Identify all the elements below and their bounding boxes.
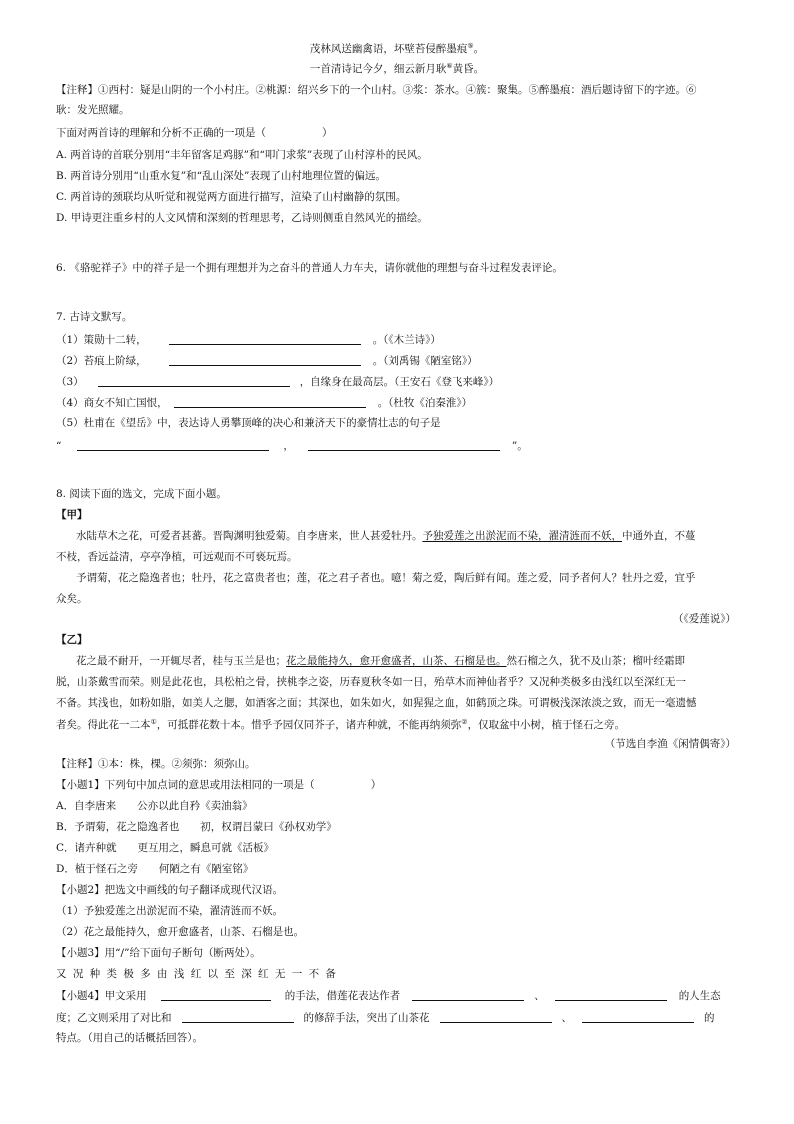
passage-text: ，仅取盆中小树，植于怪石之旁。 [467,719,626,731]
poem-text: 黄昏。 [452,63,485,75]
notes-line: 【注释】①本：株，棵。②须弥：须弥山。 [56,758,256,770]
stem-text: 的 [704,1012,715,1024]
subquestion-3: 【小题3】用“/”给下面句子断句（断两处）。 [56,947,261,959]
option-d: D．植于怪石之旁 何陋之有《陋室铭》 [56,863,254,875]
item-text: （4）商女不知亡国恨， [56,397,168,409]
fill-blank[interactable] [182,1011,294,1023]
poem-text: 茂林风送幽禽语，坏壁苔侵醉墨痕 [309,43,468,55]
subquestion-1 [56,779,381,792]
stem-text: 、 [561,1012,572,1024]
item-text: ，自缘身在最高层。（王安石《登飞来峰》） [299,376,500,388]
subquestion-4-line-3: 特点。（用自己的话概括回答）。 [56,1032,203,1044]
option-d: D. 甲诗更注重乡村的人文风情和深刻的哲理思考，乙诗则侧重自然风光的描绘。 [56,212,428,224]
passage-text: 然石榴之久，犹不及山茶；榴叶经霜即 [506,655,685,667]
dictation-item-2 [56,354,478,368]
poem-line-1 [0,42,794,56]
fill-blank[interactable] [555,989,667,1001]
subquestion-2-item-1: （1）予独爱莲之出淤泥而不染，濯清涟而不妖。 [56,905,284,917]
fill-blank[interactable] [161,989,271,1001]
fill-blank[interactable] [169,333,361,345]
subquestion-2-item-2: （2）花之最能持久，愈开愈盛者，山茶、石榴是也。 [56,926,305,938]
option-c: C. 两首诗的颈联均从听觉和视觉两方面进行描写，渲染了山村幽静的氛围。 [56,191,407,203]
fill-blank[interactable] [582,1011,694,1023]
notes-line: 【注释】①西村：疑是山阴的一个小村庄。②桃源：绍兴乡下的一个山村。③浆：茶水。④簇：聚集。⑤醉墨痕：酒后题诗留下的字迹。⑥ [56,84,697,96]
item-text: 。（杜牧《泊秦淮》） [377,397,473,409]
section-yi: 【乙】 [56,634,88,646]
poem-text: 。 [473,43,485,55]
passage-line: 予谓菊，花之隐逸者也；牡丹，花之富贵者也；莲，花之君子者也。噫！菊之爱，陶后鲜有闻。莲之爱，同予者何人？牡丹之爱，宜乎 [76,572,696,584]
dictation-item-5-blanks [56,439,528,453]
fill-blank[interactable] [308,439,500,451]
quote-mark: ”。 [511,440,528,452]
fill-blank[interactable] [77,439,269,451]
stem-text: ） [322,127,333,139]
question-6: 6. 《骆驼祥子》中的祥子是一个拥有理想并为之奋斗的普通人力车夫，请你就他的理想与奋斗过程发表评论。 [56,262,563,274]
stem-text: 的手法，借莲花表达作者 [284,990,401,1002]
passage-line [76,530,696,543]
item-text: 。（刘禹锡《陋室铭》） [372,355,478,367]
dictation-item-4 [56,396,472,410]
passage-text: ，可抵群花数十本。惜乎予园仅同芥子，诸卉种就，不能再纳须弥 [156,719,462,731]
question-7-title: 7. 古诗文默写。 [56,311,133,323]
passage-text: 中通外直，不蔓 [622,530,696,542]
note-marker: ⑤ [467,42,474,50]
stem-text: 、 [534,990,545,1002]
note-marker: ② [461,718,468,726]
option-a: A．自李唐来 公亦以此自矜《卖油翁》 [56,800,253,812]
passage-text: 水陆草木之花，可爱者甚蕃。晋陶渊明独爱菊。自李唐来，世人甚爱牡丹。 [76,530,423,542]
fill-blank[interactable] [169,354,361,366]
item-text: 。（《木兰诗》） [372,334,441,346]
subquestion-4-line-2 [56,1011,715,1025]
stem-text: 度；乙文则采用了对比和 [56,1012,172,1024]
item-text: ， [283,440,294,452]
notes-line: 耿：发光照耀。 [56,104,130,116]
punctuation-sentence: 又 况 种 类 极 多 由 浅 红 以 至 深 红 无 一 不 备 [56,968,338,980]
poem-line-2 [0,62,794,76]
subquestion-4-line-1 [56,989,721,1003]
question-8-title: 8. 阅读下面的选文，完成下面小题。 [56,488,227,500]
note-marker: ① [150,718,157,726]
source-citation: （节选自李渔《闲情偶寄》） [604,738,736,750]
poem-text: 一首清诗记今夕，细云新月耿 [309,63,447,75]
option-a: A. 两首诗的首联分别用“丰年留客足鸡豚”和“叩门求浆”表现了山村淳朴的民风。 [56,149,428,161]
stem-text: 的修辞手法，突出了山茶花 [303,1012,430,1024]
passage-line: 不枝，香远益清，亭亭净植，可远观而不可亵玩焉。 [56,551,298,563]
dictation-item-3 [56,375,499,389]
note-marker: ⑥ [446,62,453,70]
fill-blank[interactable] [174,396,366,408]
stem-text: 【小题1】下列句中加点词的意思或用法相同的一项是（ [56,779,315,791]
option-b: B. 两首诗分别用“山重水复”和“乱山深处”表现了山村地理位置的偏远。 [56,170,386,182]
stem-text: ） [370,779,382,791]
passage-line [56,718,625,732]
fill-blank[interactable] [412,989,524,1001]
source-citation: （《爱莲说》） [673,613,736,625]
item-text: （1）策勋十二转， [56,334,147,346]
passage-line: 众矣。 [56,593,88,605]
quote-mark: “ [56,440,62,452]
dictation-item-1 [56,333,441,347]
fill-blank[interactable] [440,1011,552,1023]
stem-text: 【小题4】甲文采用 [56,990,147,1002]
item-text: （3） [56,376,84,388]
item-text: （2）苔痕上阶绿， [56,355,147,367]
passage-line: 不备。其浅也，如粉如脂，如美人之腮，如酒客之面；其深也，如朱如火，如猩猩之血，如鹤顶之珠。可谓极浅深浓淡之致，而无一毫遗憾 [56,697,697,709]
dictation-item-5: （5）杜甫在《望岳》中，表达诗人勇攀顶峰的决心和兼济天下的豪情壮志的句子是 [56,417,441,429]
underlined-sentence: 花之最能持久，愈开愈盛者，山茶、石榴是也。 [286,655,507,667]
passage-line [76,655,685,668]
passage-text: 者矣。得此花一二本 [56,719,151,731]
option-c: C．诸卉种就 更互用之，瞬息可就《活板》 [56,842,275,854]
stem-text: 下面对两首诗的理解和分析不正确的一项是（ [56,127,266,139]
passage-text: 花之最不耐开，一开辄尽者，桂与玉兰是也； [76,655,286,667]
fill-blank[interactable] [98,375,290,387]
section-jia: 【甲】 [56,509,88,521]
question-stem [56,127,333,140]
underlined-sentence: 予独爱莲之出淤泥而不染，濯清涟而不妖， [422,530,622,542]
subquestion-2: 【小题2】把选文中画线的句子翻译成现代汉语。 [56,884,284,896]
stem-text: 的人生态 [678,990,721,1002]
passage-line: 脱，山茶戴雪而荣。则是此花也，具松柏之骨，挟桃李之姿，历春夏秋冬如一日，殆草木而神仙者乎？又况种类极多由浅红以至深红无一 [56,676,686,688]
option-b: B．予谓菊，花之隐逸者也 初，权谓吕蒙曰《孙权劝学》 [56,821,337,833]
